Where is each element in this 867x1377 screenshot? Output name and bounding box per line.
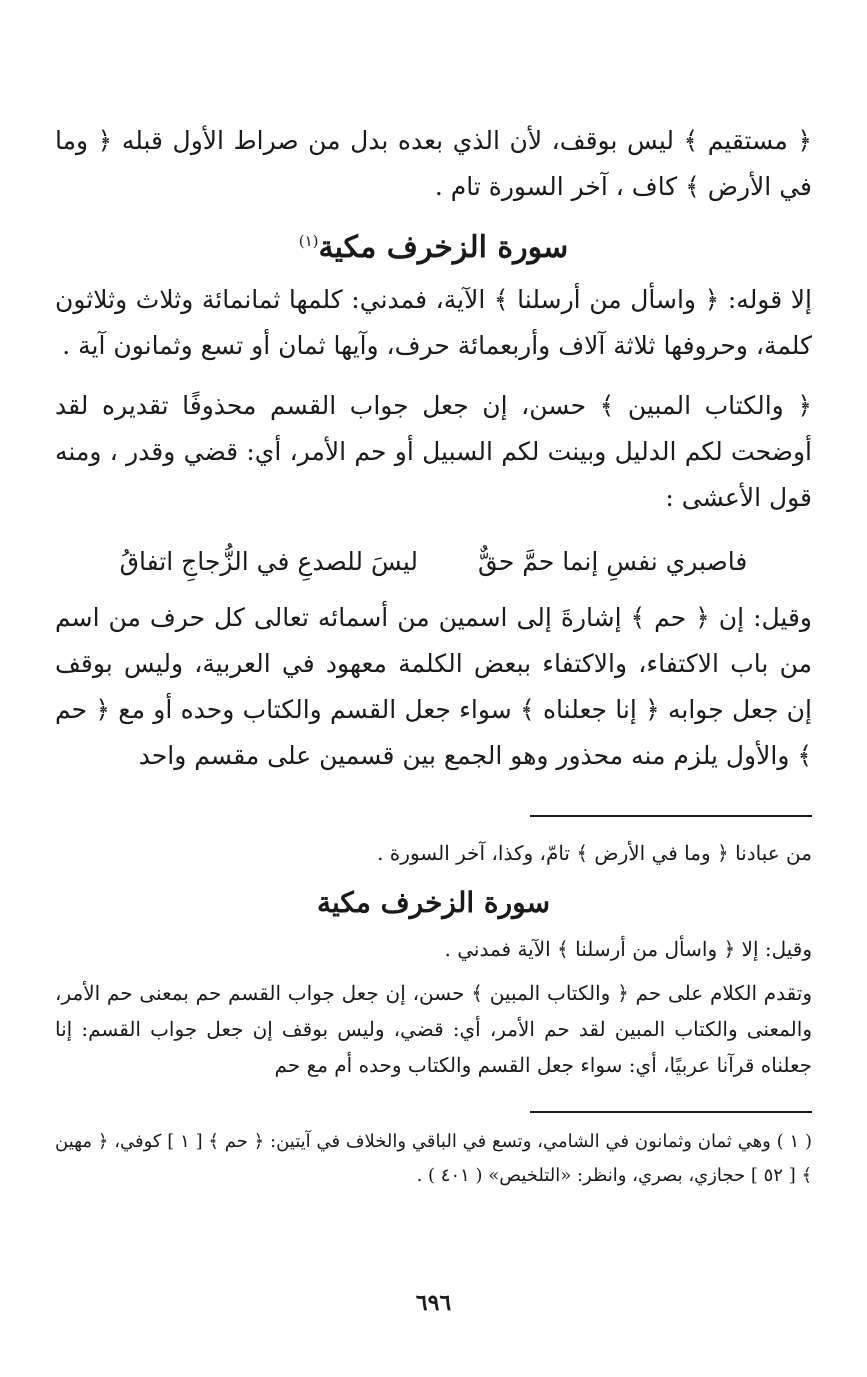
verse-first-hemistich: فاصبري نفسِ إنما حمَّ حقٌّ (478, 547, 748, 576)
commentary-text (55, 835, 812, 1083)
page-number: ٦٩٦ (415, 1290, 452, 1316)
main-paragraph-2: إلا قوله: ﴿ واسأل من أرسلنا ﴾ الآية، فمدني: كلمها ثمانمائة وثلاث وثلاثون كلمة، وحروفها ثلاثة آلاف وأربعمائة حرف، وآيها ثمان أو تسع وثمانون آية . (55, 285, 812, 360)
surah-title (55, 216, 812, 273)
verse-second-hemistich: ليسَ للصدعِ في الزُّجاجِ اتفاقُ (119, 547, 419, 576)
footnote-text: ( ١ ) وهي ثمان وثمانون في الشامي، وتسع في الباقي والخلاف في آيتين: ﴿ حم ﴾ [ ١ ] كوفي، ﴿ مهين ﴾ [ ٥٢ ] حجازي، بصري، وانظر: «التلخيص» ( ٤٠١ ) . (55, 1131, 812, 1186)
footnote-divider (530, 1111, 812, 1113)
main-paragraph-3: ﴿ والكتاب المبين ﴾ حسن، إن جعل جواب القسم محذوفًا تقديره لقد أوضحت لكم الدليل وبينت لكم السبيل أو حم الأمر، أي: قضي وقدر ، ومنه قول الأعشى : (55, 391, 812, 512)
page-content (55, 118, 812, 1193)
commentary-line-1: من عبادنا ﴿ وما في الأرض ﴾ تامّ، وكذا، آخر السورة . (377, 841, 812, 865)
footnote (55, 1125, 812, 1193)
main-paragraph-4: وقيل: إن ﴿ حم ﴾ إشارةَ إلى اسمين من أسمائه تعالى كل حرف من اسم من باب الاكتفاء، والاكتفاء ببعض الكلمة معهود في العربية، وليس بوقف إن جعل جوابه ﴿ إنا جعلناه ﴾ سواء جعل القسم والكتاب وحده أو مع ﴿ حم ﴾ والأول يلزم منه محذور وهو الجمع بين قسمين على مقسم واحد (55, 603, 812, 770)
poetry-verse (55, 539, 812, 585)
commentary-paragraph-3: وتقدم الكلام على حم ﴿ والكتاب المبين ﴾ حسن، إن جعل جواب القسم حم بمعنى حم الأمر، والمعنى والكتاب المبين لقد حم الأمر، أي: قضي، وليس بوقف إن جعل جواب القسم: إنا جعلناه قرآنا عربيًا، أي: سواء جعل القسم والكتاب وحده أم مع حم (55, 981, 812, 1077)
footnote-reference: (١) (298, 232, 319, 250)
main-paragraph-1: ﴿ مستقيم ﴾ ليس بوقف، لأن الذي بعده بدل من صراط الأول قبله ﴿ وما في الأرض ﴾ كاف ، آخر السورة تام . (55, 126, 812, 201)
surah-title-text: سورة الزخرف مكية (318, 230, 569, 265)
section-divider (530, 815, 812, 817)
commentary-surah-title: سورة الزخرف مكية (316, 886, 551, 919)
commentary-line-2: وقيل: إلا ﴿ واسأل من أرسلنا ﴾ الآية فمدني . (444, 937, 812, 961)
main-text (55, 118, 812, 779)
